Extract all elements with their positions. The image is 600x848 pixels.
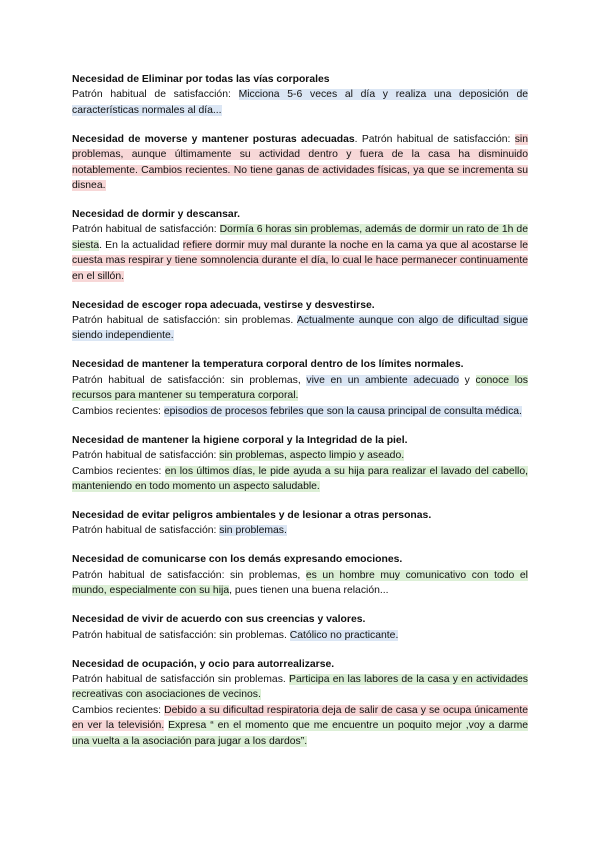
section-heading: Necesidad de vivir de acuerdo con sus creencias y valores. bbox=[72, 614, 366, 626]
body-text: Patrón habitual de satisfacción: bbox=[72, 89, 239, 101]
highlighted-text: conoce los recursos para mantener su temperatura corporal. bbox=[72, 374, 528, 402]
section-necesidad-de-dormir-y-descansar bbox=[72, 207, 528, 284]
section-paragraph bbox=[72, 298, 528, 344]
section-heading: Necesidad de moverse y mantener posturas adecuadas bbox=[72, 133, 355, 145]
section-necesidad-de-escoger-ropa-adecuada bbox=[72, 298, 528, 344]
section-paragraph bbox=[72, 207, 528, 284]
body-text: Cambios recientes: bbox=[72, 465, 165, 477]
highlighted-text: Micciona 5-6 veces al día y realiza una deposición de características normales al día... bbox=[72, 89, 528, 116]
document-body bbox=[72, 72, 528, 763]
highlighted-text: Debido a su dificultad respiratoria deja de salir de casa y se ocupa únicamente en ver la televisión. bbox=[72, 704, 528, 732]
highlighted-text: sin problemas. bbox=[219, 525, 287, 537]
section-necesidad-de-ocupacion-y-ocio bbox=[72, 657, 528, 749]
section-heading: Necesidad de evitar peligros ambientales y de lesionar a otras personas. bbox=[72, 509, 432, 521]
body-text: . En la actualidad bbox=[99, 239, 183, 251]
highlighted-text: Actualmente aunque con algo de dificultad sigue siendo independiente. bbox=[72, 315, 528, 342]
section-necesidad-de-vivir-de-acuerdo bbox=[72, 612, 528, 643]
body-text: Patrón habitual de satisfacción: bbox=[72, 450, 220, 462]
highlighted-text: es un hombre muy comunicativo con todo el mundo, especialmente con su hija bbox=[72, 569, 528, 597]
section-heading: Necesidad de mantener la temperatura corporal dentro de los límites normales. bbox=[72, 359, 464, 371]
section-necesidad-de-mantener-la-temperatura bbox=[72, 357, 528, 419]
section-paragraph bbox=[72, 404, 528, 419]
section-paragraph bbox=[72, 552, 528, 598]
highlighted-text: Expresa “ en el momento que me encuentre un poquito mejor ,voy a darme una vuelta a la asociación para jugar a los dardos”. bbox=[72, 720, 528, 747]
body-text: Patrón habitual de satisfacción: sin problemas. bbox=[72, 315, 297, 327]
highlighted-text: Participa en las labores de la casa y en actividades recreativas con asociaciones de vecinos. bbox=[72, 673, 528, 701]
body-text: Patrón habitual de satisfacción: sin problemas. bbox=[72, 629, 290, 641]
highlighted-text: en los últimos días, le pide ayuda a su hija para realizar el lavado del cabello, manteniendo en todo momento un aspecto saludable. bbox=[72, 465, 528, 492]
section-paragraph bbox=[72, 508, 528, 539]
section-heading: Necesidad de ocupación, y ocio para autorrealizarse. bbox=[72, 658, 335, 670]
highlighted-text: sin problemas, aspecto limpio y aseado. bbox=[219, 450, 405, 462]
body-text: . Patrón habitual de satisfacción: bbox=[354, 133, 515, 145]
section-heading: Necesidad de dormir y descansar. bbox=[72, 209, 241, 221]
body-text: , pues tienen una buena relación... bbox=[229, 585, 389, 597]
section-heading: Necesidad de mantener la higiene corporal y la Integridad de la piel. bbox=[72, 434, 408, 446]
section-paragraph bbox=[72, 357, 528, 403]
section-paragraph bbox=[72, 433, 528, 464]
highlighted-text: vive en un ambiente adecuado bbox=[306, 374, 460, 386]
body-text: Patrón habitual de satisfacción sin problemas. bbox=[72, 673, 290, 685]
highlighted-text: sin problemas, aunque últimamente su actividad dentro y fuera de la casa ha disminuido notablemente. Cambios recientes. No tiene ganas de actividades físicas, ya que se incrementa su disnea. bbox=[72, 133, 528, 192]
section-heading: Necesidad de comunicarse con los demás expresando emociones. bbox=[72, 554, 403, 566]
section-necesidad-de-moverse-y-mantener bbox=[72, 132, 528, 194]
section-necesidad-de-mantener-la-higiene bbox=[72, 433, 528, 495]
section-necesidad-de-eliminar-por-todas bbox=[72, 72, 528, 118]
body-text: Patrón habitual de satisfacción: bbox=[72, 525, 220, 537]
highlighted-text: refiere dormir muy mal durante la noche en la cama ya que al acostarse le cuesta mas respirar y tiene somnolencia durante el día, lo cual le hace permanecer continuamente en el sillón. bbox=[72, 239, 528, 282]
section-paragraph bbox=[72, 657, 528, 703]
highlighted-text: Dormía 6 horas sin problemas, además de dormir un rato de 1h de siesta bbox=[72, 224, 528, 251]
section-paragraph bbox=[72, 612, 528, 643]
body-text: Patrón habitual de satisfacción: sin problemas, bbox=[72, 569, 306, 581]
section-paragraph bbox=[72, 72, 528, 118]
section-paragraph bbox=[72, 464, 528, 495]
section-paragraph bbox=[72, 132, 528, 194]
section-heading: Necesidad de escoger ropa adecuada, vestirse y desvestirse. bbox=[72, 299, 375, 311]
body-text: Cambios recientes: bbox=[72, 704, 165, 716]
body-text: Patrón habitual de satisfacción: sin problemas, bbox=[72, 374, 307, 386]
section-necesidad-de-evitar-peligros-ambientales bbox=[72, 508, 528, 539]
section-heading: Necesidad de Eliminar por todas las vías corporales bbox=[72, 74, 330, 85]
highlighted-text: Católico no practicante. bbox=[289, 629, 399, 641]
body-text: Cambios recientes: bbox=[72, 405, 164, 417]
section-paragraph bbox=[72, 703, 528, 749]
body-text: y bbox=[459, 374, 476, 386]
highlighted-text: episodios de procesos febriles que son la causa principal de consulta médica. bbox=[163, 405, 522, 417]
section-necesidad-de-comunicarse-con-los bbox=[72, 552, 528, 598]
body-text: Patrón habitual de satisfacción: bbox=[72, 224, 220, 236]
